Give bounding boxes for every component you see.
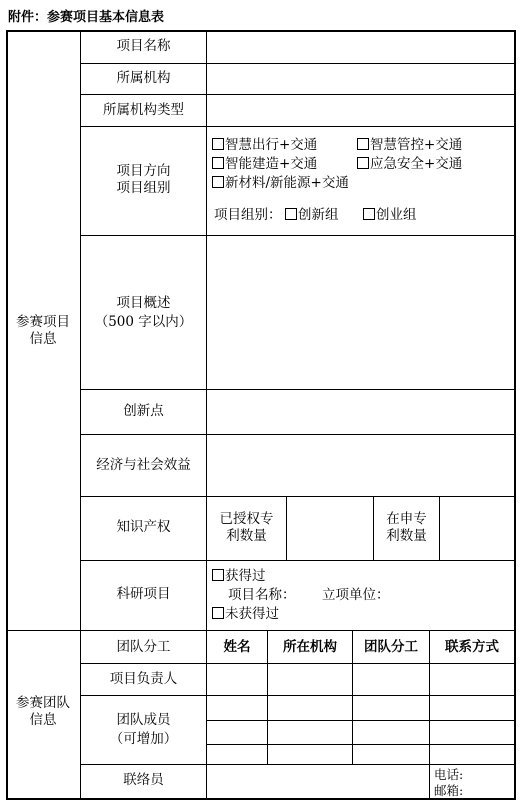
row-line: [80, 663, 516, 664]
checkbox-smart-control[interactable]: 智慧管控+交通: [357, 137, 462, 154]
label-project-leader: 项目负责人: [109, 671, 178, 687]
checkbox-research-not-obtained[interactable]: 未获得过: [212, 606, 279, 623]
checkbox-innovation-group[interactable]: 创新组: [285, 207, 339, 224]
label-innovation: 创新点: [123, 403, 164, 419]
label-pending-patents: 在申专 利数量: [386, 511, 427, 544]
divider-label-col: [206, 30, 207, 800]
row-line: [80, 496, 516, 497]
checkbox-startup-group[interactable]: 创业组: [363, 207, 417, 224]
section-boundary: [6, 630, 516, 631]
research-unit-label: 立项单位：: [322, 587, 390, 603]
contact-email-label: 邮箱:: [434, 783, 464, 798]
label-team-members: 团队成员 （可增加）: [109, 712, 178, 747]
label-project-name: 项目名称: [116, 38, 171, 54]
label-org-type: 所属机构类型: [103, 102, 184, 118]
project-section-label: 参赛项目 信息: [16, 314, 70, 347]
label-direction: 项目方向 项目组别: [116, 163, 171, 196]
table-border-right: [514, 30, 516, 800]
label-contact-person: 联络员: [123, 772, 164, 788]
row-line: [80, 764, 516, 765]
row-line: [80, 126, 516, 127]
label-benefit: 经济与社会效益: [96, 457, 191, 473]
checkbox-smart-construction[interactable]: 智能建造+交通: [212, 156, 317, 173]
row-line: [80, 389, 516, 390]
row-line: [80, 695, 516, 696]
header-contact: 联系方式: [445, 639, 499, 655]
row-line: [80, 560, 516, 561]
row-line: [80, 434, 516, 435]
member-sub-line: [206, 744, 516, 745]
info-table: [6, 30, 516, 800]
doc-title: 附件：参赛项目基本信息表: [8, 10, 165, 25]
checkbox-research-obtained[interactable]: 获得过: [212, 568, 266, 585]
label-team-division: 团队分工: [116, 639, 171, 655]
team-section-label: 参赛团队 信息: [16, 695, 70, 728]
header-role: 团队分工: [364, 639, 418, 655]
checkbox-new-material[interactable]: 新材料/新能源+交通: [212, 175, 349, 192]
group-label: 项目组别：: [214, 207, 282, 223]
member-sub-line: [206, 720, 516, 721]
checkbox-emergency-safety[interactable]: 应急安全+交通: [357, 156, 462, 173]
ip-divider: [286, 496, 287, 560]
research-project-name-label: 项目名称：: [228, 587, 296, 603]
label-granted-patents: 已授权专 利数量: [219, 511, 274, 544]
label-overview: 项目概述 （500 字以内）: [94, 295, 193, 330]
label-ip: 知识产权: [116, 519, 171, 535]
row-line: [80, 235, 516, 236]
header-name: 姓名: [223, 639, 251, 655]
table-border-top: [6, 30, 516, 32]
row-line: [80, 63, 516, 64]
table-border-left: [6, 30, 8, 800]
label-org: 所属机构: [116, 70, 171, 86]
checkbox-smart-travel[interactable]: 智慧出行+交通: [212, 137, 317, 154]
label-research: 科研项目: [116, 586, 171, 602]
header-org: 所在机构: [283, 639, 337, 655]
ip-divider: [439, 496, 440, 560]
row-line: [80, 94, 516, 95]
contact-phone-label: 电话:: [434, 767, 464, 782]
